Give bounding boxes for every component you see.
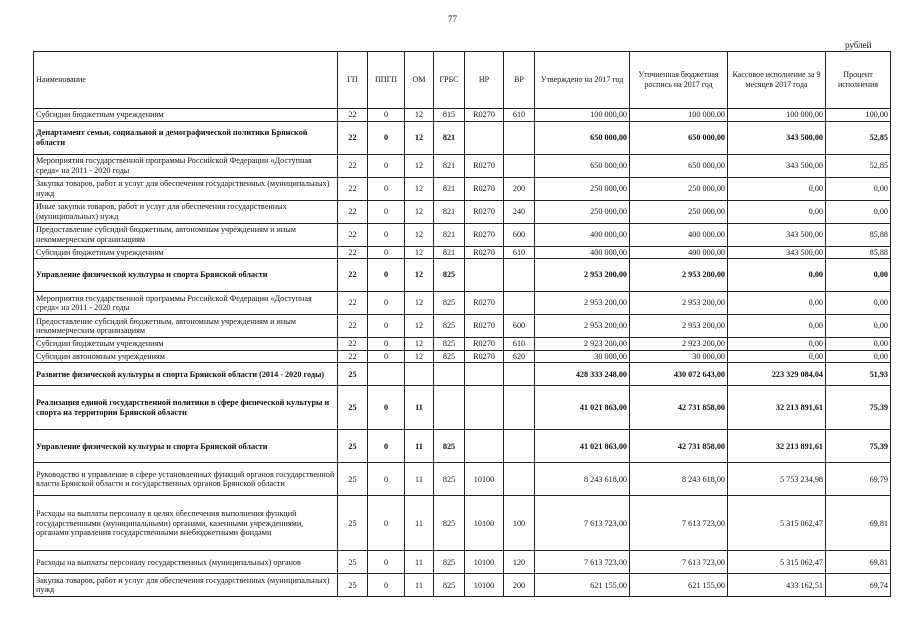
header-refined: Уточненная бюджетная роспись на 2017 год — [630, 52, 728, 109]
cell-om: 11 — [405, 386, 434, 430]
header-om: ОМ — [405, 52, 434, 109]
cell-cash: 0,00 — [728, 350, 826, 363]
cell-name: Закупка товаров, работ и услуг для обеспечения государственных (муниципальных) нужд — [34, 574, 338, 597]
cell-approved: 250 000,00 — [535, 177, 630, 200]
cell-grbs: 825 — [434, 350, 465, 363]
cell-percent: 69,81 — [826, 496, 891, 551]
cell-grbs: 825 — [434, 574, 465, 597]
cell-gp: 22 — [338, 109, 368, 122]
cell-np: R0270 — [465, 350, 504, 363]
cell-name: Иные закупки товаров, работ и услуг для обеспечения государственных (муниципальных) нужд — [34, 200, 338, 223]
table-row — [34, 259, 891, 292]
cell-grbs: 825 — [434, 496, 465, 551]
cell-om: 12 — [405, 292, 434, 315]
cell-approved: 2 953 200,00 — [535, 259, 630, 292]
cell-om: 12 — [405, 259, 434, 292]
cell-cash: 0,00 — [728, 259, 826, 292]
cell-ppgp: 0 — [368, 496, 405, 551]
cell-cash: 0,00 — [728, 315, 826, 338]
table-row — [34, 292, 891, 315]
cell-ppgp: 0 — [368, 177, 405, 200]
cell-vr: 120 — [504, 551, 535, 574]
cell-np — [465, 430, 504, 463]
cell-name: Управление физической культуры и спорта Брянской области — [34, 430, 338, 463]
cell-gp: 25 — [338, 574, 368, 597]
cell-grbs: 825 — [434, 551, 465, 574]
cell-refined: 621 155,00 — [630, 574, 728, 597]
cell-vr: 200 — [504, 574, 535, 597]
cell-gp: 25 — [338, 430, 368, 463]
cell-approved: 400 000,00 — [535, 223, 630, 246]
cell-refined: 7 613 723,00 — [630, 496, 728, 551]
header-ppgp: ППГП — [368, 52, 405, 109]
cell-grbs: 825 — [434, 338, 465, 351]
cell-approved: 621 155,00 — [535, 574, 630, 597]
cell-vr: 600 — [504, 315, 535, 338]
cell-ppgp: 0 — [368, 292, 405, 315]
header-percent: Процент исполнения — [826, 52, 891, 109]
cell-percent: 85,88 — [826, 246, 891, 259]
cell-vr — [504, 463, 535, 496]
cell-percent: 52,85 — [826, 121, 891, 154]
cell-refined: 250 000,00 — [630, 200, 728, 223]
cell-gp: 25 — [338, 363, 368, 386]
cell-name: Субсидии бюджетным учреждениям — [34, 338, 338, 351]
cell-np: R0270 — [465, 200, 504, 223]
cell-grbs: 821 — [434, 177, 465, 200]
cell-percent: 0,00 — [826, 200, 891, 223]
cell-gp: 25 — [338, 551, 368, 574]
cell-grbs: 821 — [434, 154, 465, 177]
cell-name: Реализация единой государственной политики в сфере физической культуры и спорта на территории Брянской области — [34, 386, 338, 430]
cell-refined: 2 953 200,00 — [630, 315, 728, 338]
cell-np: R0270 — [465, 177, 504, 200]
cell-ppgp: 0 — [368, 223, 405, 246]
cell-cash: 0,00 — [728, 200, 826, 223]
cell-refined: 2 953 200,00 — [630, 259, 728, 292]
cell-np: R0270 — [465, 223, 504, 246]
cell-approved: 30 000,00 — [535, 350, 630, 363]
cell-gp: 22 — [338, 177, 368, 200]
cell-ppgp: 0 — [368, 200, 405, 223]
cell-name: Субсидии бюджетным учреждениям — [34, 246, 338, 259]
cell-ppgp: 0 — [368, 386, 405, 430]
cell-vr — [504, 292, 535, 315]
table-row — [34, 177, 891, 200]
table-row — [34, 154, 891, 177]
cell-np: 10100 — [465, 574, 504, 597]
cell-approved: 7 613 723,00 — [535, 551, 630, 574]
cell-approved: 2 953 200,00 — [535, 292, 630, 315]
cell-percent: 69,74 — [826, 574, 891, 597]
cell-approved: 7 613 723,00 — [535, 496, 630, 551]
cell-om: 11 — [405, 463, 434, 496]
cell-grbs: 825 — [434, 430, 465, 463]
cell-vr — [504, 430, 535, 463]
table-row — [34, 386, 891, 430]
cell-refined: 650 000,00 — [630, 154, 728, 177]
cell-grbs: 821 — [434, 121, 465, 154]
budget-table — [33, 51, 891, 597]
cell-cash: 343 500,00 — [728, 246, 826, 259]
cell-ppgp — [368, 363, 405, 386]
cell-om: 12 — [405, 109, 434, 122]
cell-ppgp: 0 — [368, 154, 405, 177]
cell-grbs: 825 — [434, 259, 465, 292]
cell-cash: 0,00 — [728, 177, 826, 200]
cell-vr — [504, 259, 535, 292]
cell-gp: 25 — [338, 386, 368, 430]
cell-grbs: 821 — [434, 246, 465, 259]
cell-refined: 430 072 643,00 — [630, 363, 728, 386]
cell-gp: 22 — [338, 223, 368, 246]
cell-refined: 100 000,00 — [630, 109, 728, 122]
cell-percent: 0,00 — [826, 315, 891, 338]
cell-vr — [504, 386, 535, 430]
cell-refined: 650 000,00 — [630, 121, 728, 154]
cell-grbs: 821 — [434, 223, 465, 246]
cell-cash: 32 213 891,61 — [728, 386, 826, 430]
cell-gp: 22 — [338, 315, 368, 338]
cell-approved: 8 243 618,00 — [535, 463, 630, 496]
cell-name: Развитие физической культуры и спорта Брянской области (2014 - 2020 годы) — [34, 363, 338, 386]
cell-np: R0270 — [465, 315, 504, 338]
cell-name: Мероприятия государственной программы Российской Федерации «Доступная среда» на 2011 - 2020 годы — [34, 154, 338, 177]
cell-percent: 0,00 — [826, 338, 891, 351]
cell-vr: 610 — [504, 246, 535, 259]
cell-grbs — [434, 363, 465, 386]
table-row — [34, 121, 891, 154]
cell-om: 12 — [405, 177, 434, 200]
cell-gp: 22 — [338, 246, 368, 259]
cell-percent: 51,93 — [826, 363, 891, 386]
cell-cash: 433 162,51 — [728, 574, 826, 597]
table-row — [34, 338, 891, 351]
cell-gp: 25 — [338, 463, 368, 496]
cell-refined: 42 731 858,00 — [630, 386, 728, 430]
cell-np: R0270 — [465, 292, 504, 315]
cell-np: R0270 — [465, 154, 504, 177]
cell-percent: 100,00 — [826, 109, 891, 122]
cell-percent: 0,00 — [826, 350, 891, 363]
cell-om: 11 — [405, 551, 434, 574]
table-row — [34, 463, 891, 496]
cell-approved: 41 021 863,00 — [535, 430, 630, 463]
cell-ppgp: 0 — [368, 315, 405, 338]
cell-ppgp: 0 — [368, 338, 405, 351]
cell-vr: 600 — [504, 223, 535, 246]
units-label: рублей — [845, 40, 872, 50]
cell-np: R0270 — [465, 338, 504, 351]
cell-gp: 22 — [338, 154, 368, 177]
cell-ppgp: 0 — [368, 109, 405, 122]
cell-om — [405, 363, 434, 386]
table-header-row — [34, 52, 891, 109]
cell-vr: 240 — [504, 200, 535, 223]
cell-gp: 25 — [338, 496, 368, 551]
cell-percent: 52,85 — [826, 154, 891, 177]
cell-percent: 0,00 — [826, 177, 891, 200]
header-grbs: ГРБС — [434, 52, 465, 109]
cell-om: 12 — [405, 350, 434, 363]
cell-cash: 5 315 062,47 — [728, 496, 826, 551]
cell-om: 12 — [405, 338, 434, 351]
table-row — [34, 223, 891, 246]
cell-approved: 250 000,00 — [535, 200, 630, 223]
table-row — [34, 551, 891, 574]
cell-refined: 8 243 618,00 — [630, 463, 728, 496]
cell-percent: 75,39 — [826, 386, 891, 430]
header-approved: Утверждено на 2017 год — [535, 52, 630, 109]
table-row — [34, 574, 891, 597]
table-row — [34, 109, 891, 122]
cell-refined: 2 923 200,00 — [630, 338, 728, 351]
cell-cash: 343 500,00 — [728, 154, 826, 177]
cell-grbs: 821 — [434, 200, 465, 223]
cell-om: 12 — [405, 315, 434, 338]
table-body — [34, 109, 891, 597]
cell-grbs: 825 — [434, 315, 465, 338]
cell-cash: 5 315 062,47 — [728, 551, 826, 574]
header-gp: ГП — [338, 52, 368, 109]
cell-ppgp: 0 — [368, 551, 405, 574]
table-row — [34, 350, 891, 363]
cell-grbs: 825 — [434, 292, 465, 315]
cell-approved: 428 333 248,00 — [535, 363, 630, 386]
cell-cash: 100 000,00 — [728, 109, 826, 122]
cell-np: 10100 — [465, 551, 504, 574]
cell-vr — [504, 121, 535, 154]
cell-vr — [504, 363, 535, 386]
table-row — [34, 496, 891, 551]
cell-percent: 69,79 — [826, 463, 891, 496]
cell-name: Закупка товаров, работ и услуг для обеспечения государственных (муниципальных) нужд — [34, 177, 338, 200]
cell-approved: 650 000,00 — [535, 154, 630, 177]
cell-approved: 400 000,00 — [535, 246, 630, 259]
cell-percent: 75,39 — [826, 430, 891, 463]
cell-name: Департамент семьи, социальной и демографической политики Брянской области — [34, 121, 338, 154]
cell-np — [465, 386, 504, 430]
cell-om: 12 — [405, 246, 434, 259]
cell-om: 11 — [405, 574, 434, 597]
cell-om: 12 — [405, 121, 434, 154]
cell-refined: 400 000,00 — [630, 223, 728, 246]
cell-name: Руководство и управление в сфере установленных функций органов государственной власти Брянской области и государственных органов Брянской области — [34, 463, 338, 496]
cell-gp: 22 — [338, 200, 368, 223]
cell-percent: 69,81 — [826, 551, 891, 574]
cell-name: Расходы на выплаты персоналу в целях обеспечения выполнения функций государственными (муниципальными) органами, казенными учреждениями, органами управления государственными внебюджетными фондами — [34, 496, 338, 551]
cell-ppgp: 0 — [368, 121, 405, 154]
table-row — [34, 200, 891, 223]
cell-ppgp: 0 — [368, 463, 405, 496]
cell-approved: 2 923 200,00 — [535, 338, 630, 351]
cell-np: R0270 — [465, 109, 504, 122]
page-number: 77 — [448, 14, 457, 24]
cell-np — [465, 121, 504, 154]
cell-vr: 620 — [504, 350, 535, 363]
cell-cash: 343 500,00 — [728, 223, 826, 246]
header-vr: ВР — [504, 52, 535, 109]
cell-approved: 41 021 863,00 — [535, 386, 630, 430]
cell-vr: 200 — [504, 177, 535, 200]
cell-approved: 100 000,00 — [535, 109, 630, 122]
table-row — [34, 246, 891, 259]
cell-refined: 2 953 200,00 — [630, 292, 728, 315]
cell-percent: 85,88 — [826, 223, 891, 246]
cell-name: Предоставление субсидий бюджетным, автономным учреждениям и иным некоммерческим организациям — [34, 315, 338, 338]
cell-grbs — [434, 386, 465, 430]
cell-np: 10100 — [465, 463, 504, 496]
cell-refined: 30 000,00 — [630, 350, 728, 363]
cell-grbs: 815 — [434, 109, 465, 122]
cell-np: 10100 — [465, 496, 504, 551]
table-row — [34, 430, 891, 463]
cell-ppgp: 0 — [368, 259, 405, 292]
cell-ppgp: 0 — [368, 350, 405, 363]
header-cash: Кассовое исполнение за 9 месяцев 2017 года — [728, 52, 826, 109]
cell-gp: 22 — [338, 259, 368, 292]
cell-vr: 100 — [504, 496, 535, 551]
cell-ppgp: 0 — [368, 430, 405, 463]
cell-cash: 0,00 — [728, 338, 826, 351]
cell-vr — [504, 154, 535, 177]
cell-name: Расходы на выплаты персоналу государственных (муниципальных) органов — [34, 551, 338, 574]
cell-refined: 400 000,00 — [630, 246, 728, 259]
cell-cash: 223 329 084,04 — [728, 363, 826, 386]
cell-vr: 610 — [504, 338, 535, 351]
cell-np — [465, 259, 504, 292]
cell-percent: 0,00 — [826, 292, 891, 315]
header-name: Наименование — [34, 52, 338, 109]
cell-np: R0270 — [465, 246, 504, 259]
cell-om: 12 — [405, 223, 434, 246]
cell-approved: 650 000,00 — [535, 121, 630, 154]
cell-name: Предоставление субсидий бюджетным, автономным учреждениям и иным некоммерческим организациям — [34, 223, 338, 246]
cell-cash: 32 213 891,61 — [728, 430, 826, 463]
cell-om: 11 — [405, 430, 434, 463]
cell-vr: 610 — [504, 109, 535, 122]
cell-name: Управление физической культуры и спорта Брянской области — [34, 259, 338, 292]
cell-np — [465, 363, 504, 386]
cell-refined: 42 731 858,00 — [630, 430, 728, 463]
cell-gp: 22 — [338, 121, 368, 154]
cell-cash: 5 753 234,98 — [728, 463, 826, 496]
cell-gp: 22 — [338, 338, 368, 351]
table-row — [34, 315, 891, 338]
cell-om: 12 — [405, 200, 434, 223]
cell-ppgp: 0 — [368, 246, 405, 259]
cell-ppgp: 0 — [368, 574, 405, 597]
cell-name: Субсидии автономным учреждениям — [34, 350, 338, 363]
cell-name: Мероприятия государственной программы Российской Федерации «Доступная среда» на 2011 - 2020 годы — [34, 292, 338, 315]
table-row — [34, 363, 891, 386]
cell-om: 11 — [405, 496, 434, 551]
cell-refined: 250 000,00 — [630, 177, 728, 200]
cell-cash: 343 500,00 — [728, 121, 826, 154]
cell-name: Субсидии бюджетным учреждениям — [34, 109, 338, 122]
cell-grbs: 825 — [434, 463, 465, 496]
header-np: НР — [465, 52, 504, 109]
cell-percent: 0,00 — [826, 259, 891, 292]
cell-refined: 7 613 723,00 — [630, 551, 728, 574]
cell-gp: 22 — [338, 350, 368, 363]
cell-om: 12 — [405, 154, 434, 177]
cell-gp: 22 — [338, 292, 368, 315]
cell-cash: 0,00 — [728, 292, 826, 315]
cell-approved: 2 953 200,00 — [535, 315, 630, 338]
